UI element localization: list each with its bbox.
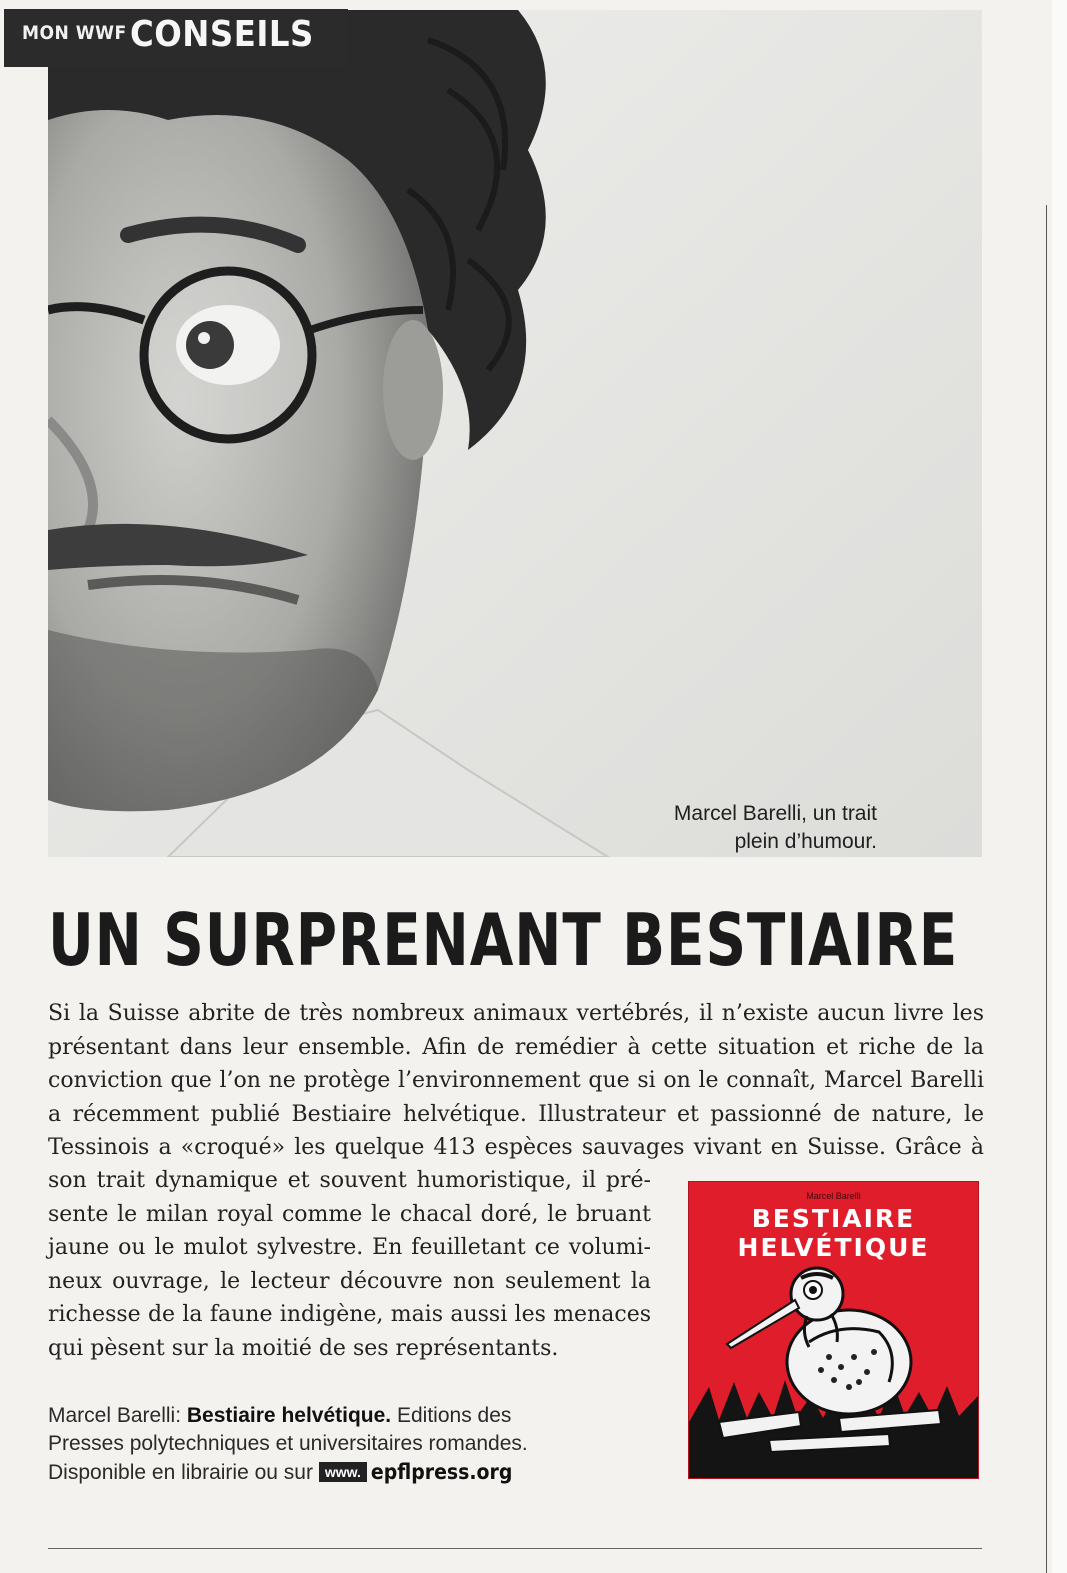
body-line: a récemment publié Bestiaire helvétique. Illustrateur et passionné de nature, le: [48, 1101, 984, 1127]
caption-line-1: Marcel Barelli, un trait: [673, 802, 877, 825]
publisher-link[interactable]: epflpress.org: [370, 1460, 513, 1484]
www-badge: www.: [319, 1462, 367, 1482]
credit-author: Marcel Barelli:: [48, 1404, 182, 1427]
body-line: jaune ou le mulot sylvestre. En feuilletant ce volumi-: [48, 1235, 651, 1260]
article-body-narrow: [48, 1164, 651, 1365]
photo-caption: [674, 800, 877, 856]
section-label: MON WWF: [22, 22, 127, 44]
credit-publisher-2: Presses polytechniques et universitaires romandes.: [48, 1432, 528, 1455]
credit-publisher-1: Editions des: [396, 1404, 512, 1427]
article-headline: UN SURPRENANT BESTIAIRE: [48, 898, 959, 982]
body-line: Tessinois a «croqué» les quelque 413 espèces sauvages vivant en Suisse. Grâce à: [48, 1135, 984, 1160]
cover-title: [689, 1204, 978, 1262]
portrait-illustration: [48, 10, 982, 857]
page-edge: [1052, 0, 1067, 1573]
section-title: CONSEILS: [130, 14, 314, 55]
body-line: sente le milan royal comme le chacal doré, le bruant: [48, 1201, 651, 1227]
body-line: richesse de la faune indigène, mais aussi les menaces: [48, 1302, 651, 1327]
credit-book-title: Bestiaire helvétique.: [186, 1404, 392, 1427]
credit-availability: Disponible en librairie ou sur: [48, 1461, 313, 1484]
portrait-photo: [48, 10, 982, 857]
body-line: neux ouvrage, le lecteur découvre non seulement la: [48, 1268, 651, 1294]
body-line: qui pèsent sur la moitié de ses représentants.: [48, 1335, 559, 1361]
body-line: conviction que l’on ne protège l’environnement que si on le connaît, Marcel Barelli: [48, 1068, 984, 1093]
body-line: présentant dans leur ensemble. Afin de remédier à cette situation et riche de la: [48, 1034, 984, 1060]
cover-author: Marcel Barelli: [806, 1191, 861, 1201]
column-rule: [1046, 205, 1047, 1573]
cover-title-line-2: HELVÉTIQUE: [737, 1233, 930, 1262]
body-line: son trait dynamique et souvent humoristique, il pré-: [48, 1168, 651, 1193]
article-body-full: [48, 997, 984, 1165]
cover-title-line-1: BESTIAIRE: [751, 1204, 916, 1233]
body-line: Si la Suisse abrite de très nombreux animaux vertébrés, il n’existe aucun livre les: [48, 1001, 984, 1026]
book-credit: [48, 1402, 528, 1487]
caption-line-2: plein d’humour.: [734, 830, 877, 853]
bottom-rule: [48, 1548, 982, 1549]
book-cover: [688, 1181, 979, 1479]
